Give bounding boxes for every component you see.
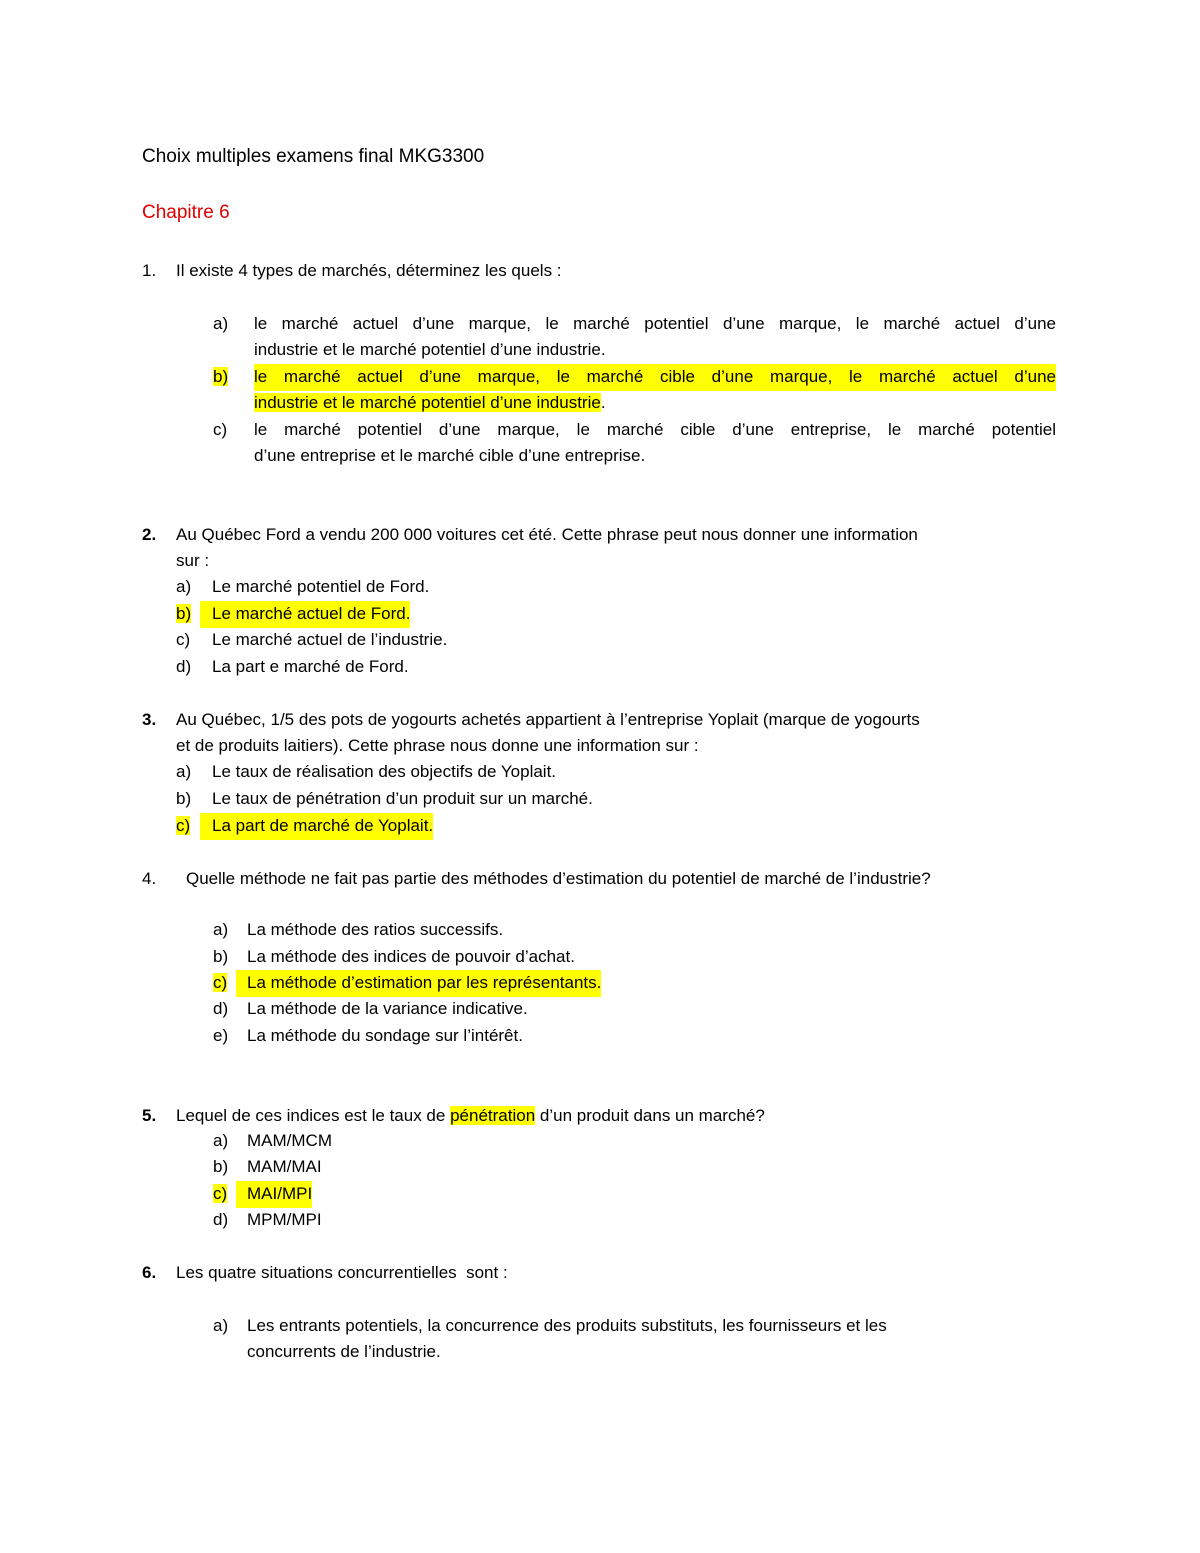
document-title: Choix multiples examens final MKG3300 — [142, 146, 485, 167]
option-text-highlighted: La méthode d’estimation par les représentants. — [236, 970, 601, 997]
option-text: Les entrants potentiels, la concurrence des produits substituts, les fournisseurs et les — [247, 1316, 887, 1335]
option-letter: b) — [176, 789, 192, 808]
question-number: 3. — [142, 710, 157, 729]
option-text: La méthode de la variance indicative. — [247, 999, 528, 1018]
option-text: La méthode du sondage sur l’intérêt. — [247, 1026, 523, 1045]
option-letter: d) — [213, 1210, 229, 1229]
option-text: industrie et le marché potentiel d’une industrie. — [254, 340, 606, 359]
option-text: MAM/MCM — [247, 1131, 332, 1150]
question-text: Les quatre situations concurrentielles sont : — [176, 1263, 508, 1282]
option-text: Le taux de pénétration d’un produit sur un marché. — [212, 789, 593, 808]
option-letter: a) — [213, 920, 229, 939]
question-number: 1. — [142, 261, 157, 280]
option-text: concurrents de l’industrie. — [247, 1342, 441, 1361]
option-letter: c) — [176, 630, 191, 649]
question-text: Au Québec, 1/5 des pots de yogourts achetés appartient à l’entreprise Yoplait (marque de yogourts — [176, 710, 920, 729]
option-text-highlighted: Le marché actuel de Ford. — [200, 601, 410, 628]
option-text-highlighted: le marché actuel d’une marque, le marché cible d’une marque, le marché actuel d’une — [254, 364, 1056, 391]
option-letter: a) — [176, 577, 192, 596]
question-text-part: Lequel de ces indices est le taux de — [176, 1106, 446, 1125]
question-number: 4. — [142, 869, 157, 888]
option-text: le marché potentiel d’une marque, le marché cible d’une entreprise, le marché potentiel — [254, 420, 1056, 439]
question-text — [176, 1103, 765, 1130]
option-text: Le marché potentiel de Ford. — [212, 577, 430, 596]
option-letter: d) — [176, 657, 192, 676]
option-letter: c) — [213, 973, 228, 992]
option-text: La méthode des indices de pouvoir d’achat. — [247, 947, 575, 966]
highlighted-term: pénétration — [450, 1106, 536, 1125]
option-letter: c) — [213, 1184, 228, 1203]
question-number: 6. — [142, 1263, 157, 1282]
option-text: d’une entreprise et le marché cible d’une entreprise. — [254, 446, 646, 465]
option-text: La méthode des ratios successifs. — [247, 920, 504, 939]
question-text-part: d’un produit dans un marché? — [539, 1106, 765, 1125]
question-text: sur : — [176, 551, 210, 570]
question-number: 5. — [142, 1106, 157, 1125]
question-number: 2. — [142, 525, 157, 544]
option-letter: b) — [176, 604, 192, 623]
question-text: Il existe 4 types de marchés, déterminez les quels : — [176, 261, 562, 280]
option-text-highlighted: La part de marché de Yoplait. — [200, 813, 433, 840]
option-text: MPM/MPI — [247, 1210, 322, 1229]
chapter-heading: Chapitre 6 — [142, 202, 230, 223]
option-text-highlighted: industrie et le marché potentiel d’une industrie — [254, 393, 601, 412]
option-text: MAM/MAI — [247, 1157, 322, 1176]
question-text: Quelle méthode ne fait pas partie des méthodes d’estimation du potentiel de marché de l’industrie? — [186, 869, 931, 888]
option-letter: a) — [213, 1316, 229, 1335]
option-letter: a) — [176, 762, 192, 781]
option-letter: c) — [213, 420, 228, 439]
option-text: le marché actuel d’une marque, le marché potentiel d’une marque, le marché actuel d’une — [254, 314, 1056, 333]
option-text: La part e marché de Ford. — [212, 657, 409, 676]
option-letter: e) — [213, 1026, 229, 1045]
option-letter: a) — [213, 1131, 229, 1150]
option-letter: d) — [213, 999, 229, 1018]
option-letter: c) — [176, 816, 191, 835]
option-letter: b) — [213, 947, 229, 966]
option-text: . — [600, 393, 606, 412]
option-text: Le marché actuel de l’industrie. — [212, 630, 448, 649]
option-text: Le taux de réalisation des objectifs de Yoplait. — [212, 762, 557, 781]
option-letter: b) — [213, 367, 229, 386]
option-letter: a) — [213, 314, 229, 333]
option-letter: b) — [213, 1157, 229, 1176]
question-text: et de produits laitiers). Cette phrase nous donne une information sur : — [176, 736, 699, 755]
option-text-highlighted: MAI/MPI — [236, 1181, 312, 1208]
question-text: Au Québec Ford a vendu 200 000 voitures cet été. Cette phrase peut nous donner une information — [176, 525, 918, 544]
